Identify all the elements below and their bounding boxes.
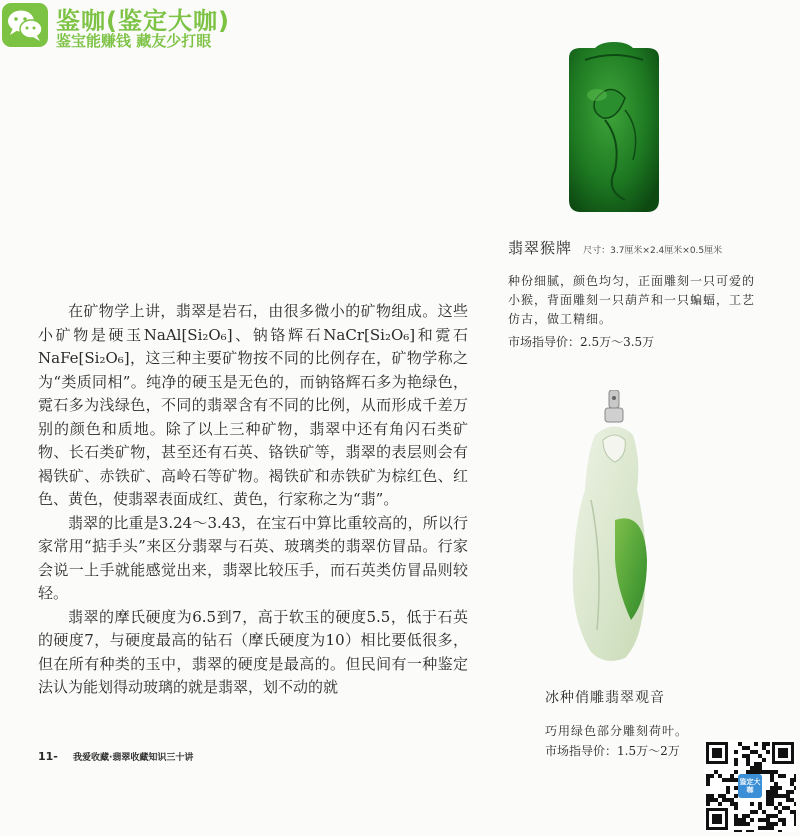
qr-module (766, 750, 770, 754)
item1-price: 市场指导价：2.5万～3.5万 (508, 335, 655, 349)
qr-module (750, 770, 754, 774)
qr-module (762, 818, 766, 822)
qr-module (778, 786, 782, 790)
qr-module (750, 750, 754, 754)
qr-module (766, 826, 770, 830)
qr-module (730, 774, 734, 778)
qr-module (774, 806, 778, 810)
qr-module (734, 806, 738, 810)
qr-module (754, 762, 758, 766)
qr-module (734, 814, 738, 818)
qr-module (778, 830, 782, 832)
qr-code[interactable] (704, 740, 796, 832)
qr-module (774, 782, 778, 786)
qr-module (710, 794, 714, 798)
qr-module (710, 774, 714, 778)
qr-module (746, 762, 750, 766)
qr-module (790, 798, 794, 802)
qr-module (758, 762, 762, 766)
qr-module (762, 746, 766, 750)
qr-module (706, 778, 710, 782)
qr-module (734, 818, 738, 822)
qr-module (758, 806, 762, 810)
article-body (38, 300, 468, 700)
qr-module (770, 774, 774, 778)
qr-module (722, 794, 726, 798)
qr-module (742, 754, 746, 758)
watermark-slogan: 鉴宝能赚钱 藏友少打眼 (56, 32, 212, 50)
qr-module (738, 818, 742, 822)
qr-module (766, 822, 770, 826)
qr-module (774, 790, 778, 794)
qr-module (734, 762, 738, 766)
qr-module (746, 814, 750, 818)
qr-module (766, 770, 770, 774)
qr-module (750, 810, 754, 814)
qr-module (706, 782, 710, 786)
book-title: 我爱收藏·翡翠收藏知识三十讲 (73, 753, 194, 763)
qr-module (794, 822, 796, 826)
qr-module (770, 814, 774, 818)
qr-module (782, 818, 786, 822)
page-number: 11- (38, 750, 58, 763)
qr-module (766, 814, 770, 818)
qr-module (734, 822, 738, 826)
qr-module (786, 806, 790, 810)
qr-module (794, 818, 796, 822)
qr-module (758, 802, 762, 806)
qr-module (774, 770, 778, 774)
qr-module (758, 826, 762, 830)
qr-module (754, 810, 758, 814)
qr-module (734, 758, 738, 762)
qr-module (770, 778, 774, 782)
qr-module (786, 790, 790, 794)
item2-title: 冰种俏雕翡翠观音 (545, 690, 665, 706)
qr-module (770, 802, 774, 806)
paragraph: 在矿物学上讲，翡翠是岩石，由很多微小的矿物组成。这些小矿物是硬玉NaAl[Si₂O₆]、钠铬辉石NaCr[Si₂O₆]和霓石NaFe[Si₂O₆]，这三种主要矿物按不同的比例存在，矿物学称之为“类质同相”。纯净的硬玉是无色的，而钠铬辉石多为艳绿色，霓石多为浅绿色，不同的翡翠含有不同的比例，从而形成千差万别的颜色和质地。除了以上三种矿物，翡翠中还有角闪石类矿物、长石类矿物，甚至还有石英、铬铁矿等，翡翠的表层则会有褐铁矿、赤铁矿、高岭石等矿物。褐铁矿和赤铁矿为棕红色、红色、黄色，使翡翠表面成红、黄色，行家称之为“翡”。 (38, 302, 468, 508)
qr-module (706, 774, 710, 778)
qr-module (738, 742, 742, 746)
watermark-brand: 鉴咖(鉴定大咖) (56, 7, 230, 35)
qr-module (762, 826, 766, 830)
qr-module (746, 758, 750, 762)
qr-module (786, 794, 790, 798)
qr-module (738, 822, 742, 826)
qr-module (754, 770, 758, 774)
qr-module (758, 754, 762, 758)
qr-module (774, 794, 778, 798)
qr-module (726, 790, 730, 794)
qr-module (746, 830, 750, 832)
qr-module (778, 774, 782, 778)
qr-module (742, 814, 746, 818)
qr-module (734, 794, 738, 798)
qr-module (754, 750, 758, 754)
qr-module (774, 814, 778, 818)
qr-module (790, 782, 794, 786)
item1-size: 尺寸：3.7厘米×2.4厘米×0.5厘米 (583, 246, 723, 256)
qr-module (774, 822, 778, 826)
qr-module (730, 798, 734, 802)
qr-module (726, 778, 730, 782)
qr-module (762, 742, 766, 746)
jade-monkey-plaque-image (555, 40, 673, 218)
qr-module (766, 794, 770, 798)
qr-module (714, 798, 718, 802)
qr-module (722, 778, 726, 782)
qr-module (710, 798, 714, 802)
qr-module (766, 742, 770, 746)
qr-module (750, 766, 754, 770)
qr-module (750, 830, 754, 832)
qr-module (762, 810, 766, 814)
qr-module (738, 830, 742, 832)
qr-module (770, 786, 774, 790)
qr-module (794, 774, 796, 778)
qr-module (718, 774, 722, 778)
qr-module (790, 810, 794, 814)
item1-caption (508, 237, 722, 258)
qr-module (742, 746, 746, 750)
qr-module (746, 754, 750, 758)
qr-module (770, 798, 774, 802)
qr-module (718, 794, 722, 798)
qr-module (794, 814, 796, 818)
qr-module (778, 810, 782, 814)
wechat-bubble-icon (2, 3, 48, 47)
qr-module (758, 818, 762, 822)
qr-module (726, 786, 730, 790)
qr-module (730, 802, 734, 806)
qr-module (714, 770, 718, 774)
qr-module (734, 750, 738, 754)
qr-module (742, 818, 746, 822)
qr-module (718, 802, 722, 806)
qr-module (794, 778, 796, 782)
qr-module (770, 794, 774, 798)
qr-module (754, 766, 758, 770)
qr-module (770, 822, 774, 826)
jade-guanyin-pendant-image (555, 390, 675, 670)
qr-module (706, 794, 710, 798)
qr-module (794, 786, 796, 790)
qr-module (782, 774, 786, 778)
qr-module (734, 802, 738, 806)
qr-module (750, 818, 754, 822)
watermark-logo (0, 0, 260, 52)
qr-module (734, 770, 738, 774)
qr-module (778, 794, 782, 798)
item1-title: 翡翠猴牌 (508, 239, 573, 257)
qr-module (734, 830, 738, 832)
qr-module (706, 798, 710, 802)
qr-module (762, 770, 766, 774)
page-footer (38, 750, 193, 763)
qr-module (758, 770, 762, 774)
qr-module (758, 766, 762, 770)
qr-module (782, 806, 786, 810)
item1-description: 种份细腻，颜色均匀，正面雕刻一只可爱的小猴，背面雕刻一只葫芦和一只蝙蝠，工艺仿古，做工精细。 (508, 274, 756, 326)
paragraph: 翡翠的比重是3.24～3.43，在宝石中算比重较高的，所以行家常用“掂手头”来区分翡翠与石英、玻璃类的翡翠仿冒品。行家会说一上手就能感觉出来，翡翠比较压手，而石英类仿冒品则较轻。 (38, 513, 468, 602)
qr-module (774, 786, 778, 790)
qr-module (706, 802, 710, 806)
qr-module (778, 818, 782, 822)
qr-module (722, 798, 726, 802)
qr-module (766, 802, 770, 806)
qr-module (730, 778, 734, 782)
item2-price: 市场指导价：1.5万～2万 (545, 744, 680, 758)
qr-module (742, 822, 746, 826)
qr-module (786, 798, 790, 802)
qr-module (770, 770, 774, 774)
qr-module (794, 810, 796, 814)
qr-module (782, 822, 786, 826)
qr-module (766, 798, 770, 802)
qr-module (790, 778, 794, 782)
qr-module (746, 822, 750, 826)
qr-module (766, 790, 770, 794)
qr-module (778, 802, 782, 806)
qr-center-label: 鉴定大咖 (739, 778, 761, 794)
qr-module (782, 794, 786, 798)
qr-module (766, 818, 770, 822)
item2-description: 巧用绿色部分雕刻荷叶。 (545, 724, 689, 738)
qr-module (726, 798, 730, 802)
qr-module (750, 802, 754, 806)
qr-module (794, 802, 796, 806)
qr-module (770, 826, 774, 830)
qr-module (746, 746, 750, 750)
qr-module (762, 758, 766, 762)
qr-module (754, 742, 758, 746)
qr-module (790, 790, 794, 794)
qr-module (746, 770, 750, 774)
paragraph: 翡翠的摩氏硬度为6.5到7，高于软玉的硬度5.5，低于石英的硬度7，与硬度最高的钻石（摩氏硬度为10）相比要低很多，但在所有种类的玉中，翡翠的硬度是最高的。但民间有一种鉴定法认为能划得动玻璃的就是翡翠，划不动的就 (38, 607, 468, 696)
qr-module (770, 790, 774, 794)
